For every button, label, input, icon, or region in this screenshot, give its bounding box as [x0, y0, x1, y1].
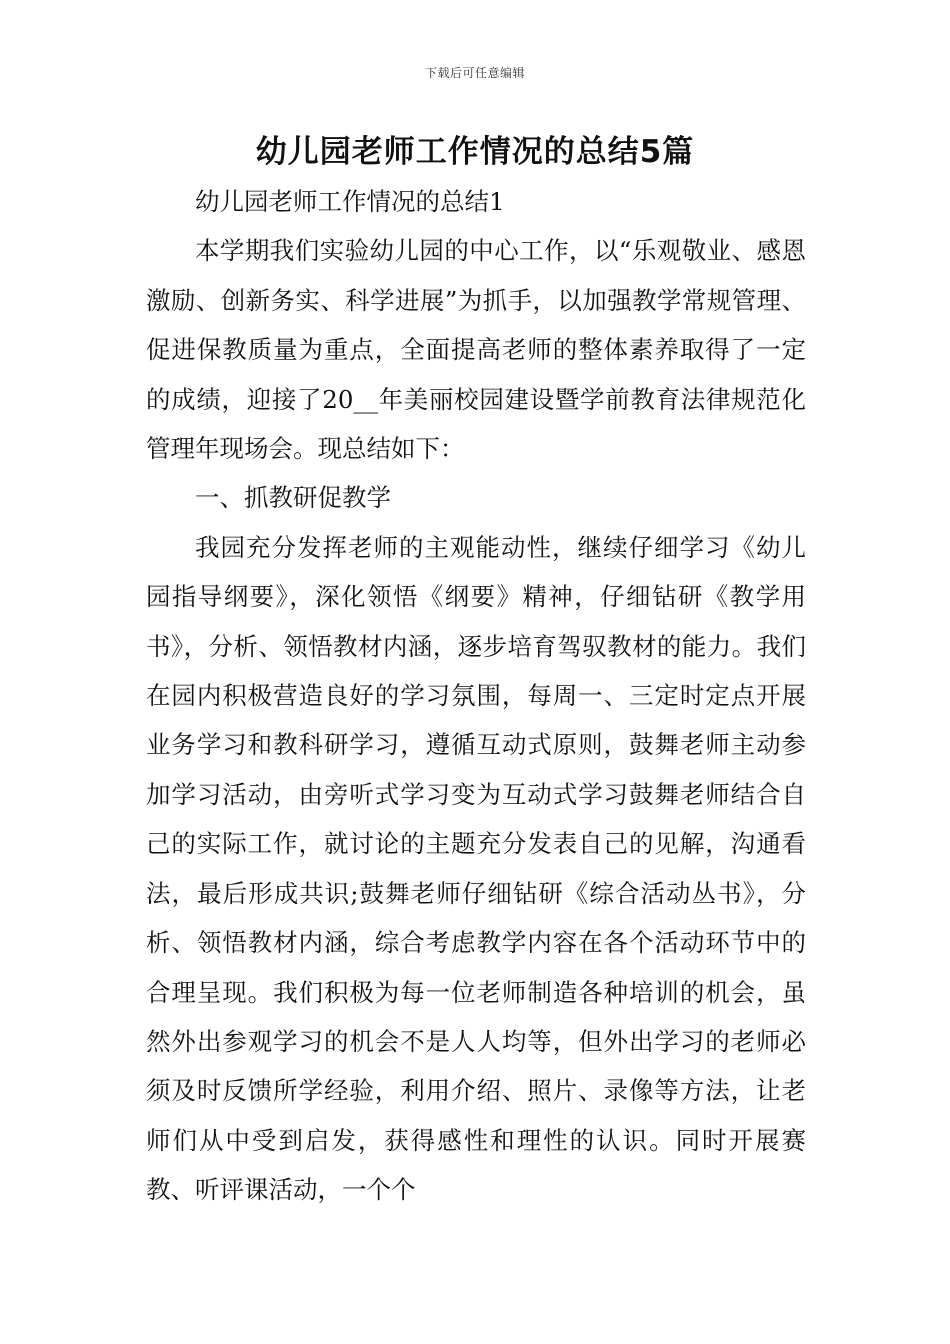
paragraph-intro: 本学期我们实验幼儿园的中心工作，以“乐观敬业、感恩激励、创新务实、科学进展”为抓手，以加强教学常规管理、促进保教质量为重点，全面提高老师的整体素养取得了一定的成绩，迎接了20__年美丽校园建设暨学前教育法律规范化管理年现场会。现总结如下： — [146, 236, 806, 464]
header-note: 下载后可任意编辑 — [424, 66, 525, 80]
subheading-teaching-research: 一、抓教研促教学 — [195, 483, 391, 513]
document-title: 幼儿园老师工作情况的总结5篇 — [255, 134, 695, 170]
section-title: 幼儿园老师工作情况的总结1 — [195, 187, 505, 216]
paragraph-teaching-research: 我园充分发挥老师的主观能动性，继续仔细学习《幼儿园指导纲要》，深化领悟《纲要》精神，仔细钻研《教学用书》，分析、领悟教材内涵，逐步培育驾驭教材的能力。我们在园内积极营造良好的学习氛围，每周一、三定时定点开展业务学习和教科研学习，遵循互动式原则，鼓舞老师主动参加学习活动，由旁听式学习变为互动式学习鼓舞老师结合自己的实际工作，就讨论的主题充分发表自己的见解，沟通看法，最后形成共识;鼓舞老师仔细钻研《综合活动丛书》，分析、领悟教材内涵，综合考虑教学内容在各个活动环节中的合理呈现。我们积极为每一位老师制造各种培训的机会，虽然外出参观学习的机会不是人人均等，但外出学习的老师必须及时反馈所学经验，利用介绍、照片、录像等方法，让老师们从中受到启发，获得感性和理性的认识。同时开展赛教、听评课活动，一个个 — [146, 532, 806, 1205]
document-body — [146, 177, 806, 1215]
